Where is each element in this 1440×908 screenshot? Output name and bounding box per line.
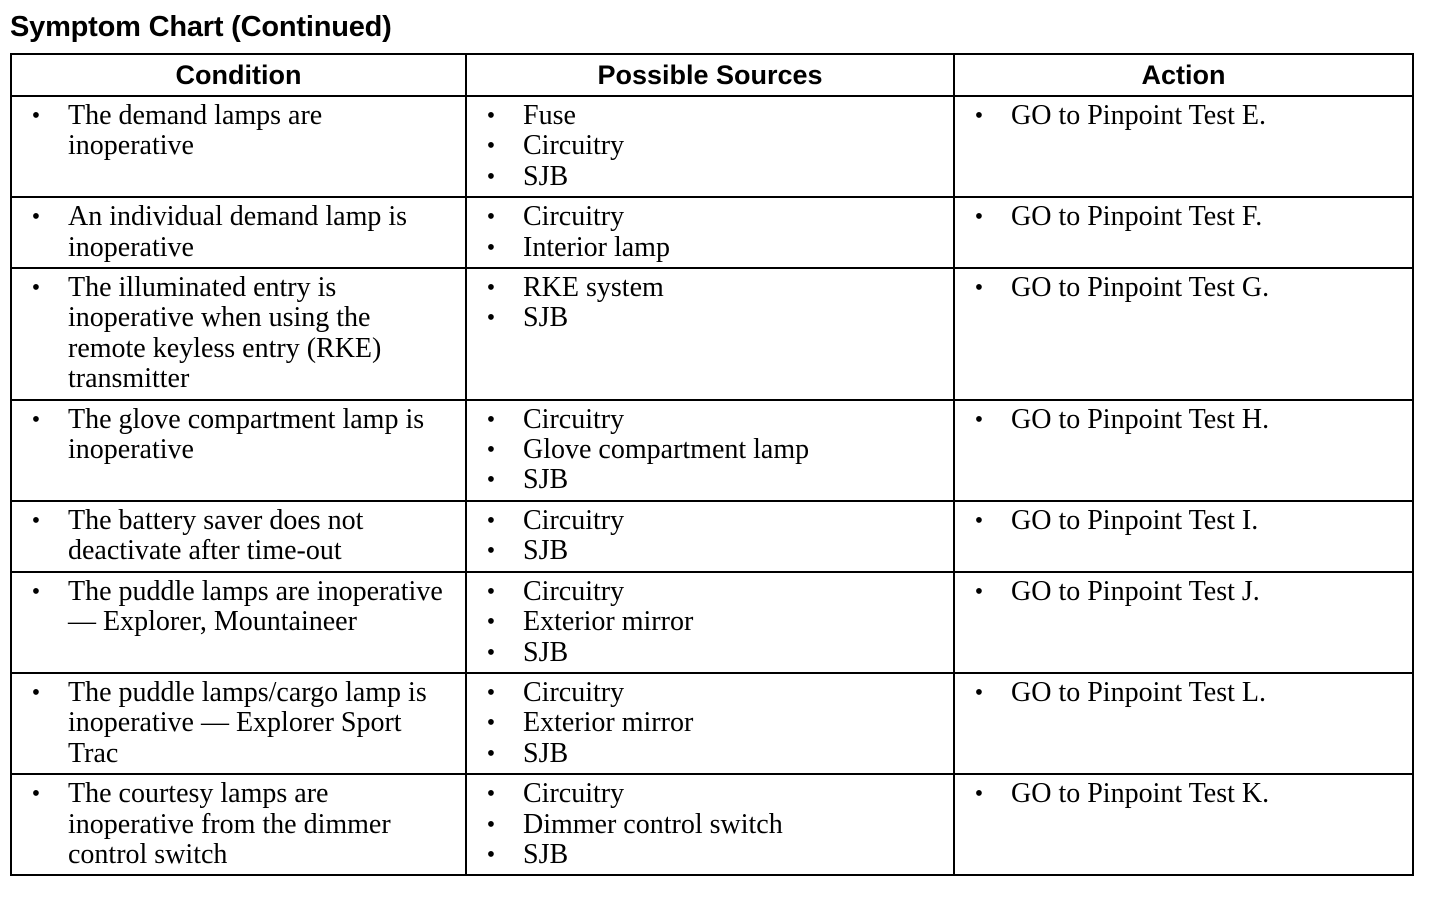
bullet-icon: • <box>974 679 984 706</box>
bullet-icon: • <box>486 275 496 302</box>
source-text: Glove compartment lamp <box>523 434 810 466</box>
source-item <box>467 810 947 840</box>
source-item <box>467 577 947 607</box>
bullet-icon: • <box>31 103 41 129</box>
source-item <box>467 233 947 263</box>
source-text: SJB <box>523 464 569 496</box>
bullet-icon: • <box>31 679 41 706</box>
condition-text: The courtesy lamps are inoperative from the dimmer control switch <box>68 778 391 870</box>
action-cell <box>954 501 1413 572</box>
condition-cell <box>11 501 466 572</box>
bullet-icon: • <box>486 538 496 565</box>
source-item <box>467 678 947 708</box>
action-item <box>955 506 1406 536</box>
bullet-icon: • <box>974 204 984 231</box>
bullet-icon: • <box>486 811 496 838</box>
source-item <box>467 607 947 637</box>
action-cell <box>954 268 1413 400</box>
source-text: Circuitry <box>523 201 625 233</box>
source-text: SJB <box>523 636 569 668</box>
column-header-condition: Condition <box>11 54 466 96</box>
condition-cell <box>11 400 466 501</box>
source-text: SJB <box>523 838 569 870</box>
action-cell <box>954 774 1413 875</box>
source-text: SJB <box>523 160 569 192</box>
condition-item <box>12 577 455 638</box>
bullet-icon: • <box>486 204 496 231</box>
action-cell <box>954 572 1413 673</box>
table-row <box>11 268 1413 400</box>
bullet-icon: • <box>486 507 496 534</box>
bullet-icon: • <box>486 710 496 737</box>
bullet-icon: • <box>31 578 41 605</box>
action-cell <box>954 197 1413 268</box>
sources-cell <box>466 400 954 501</box>
condition-text: The illuminated entry is inoperative when using the remote keyless entry (RKE) transmitter <box>68 272 382 395</box>
source-item <box>467 465 947 495</box>
condition-item <box>12 506 455 567</box>
bullet-icon: • <box>486 679 496 706</box>
bullet-icon: • <box>486 163 496 190</box>
source-text: SJB <box>523 737 569 769</box>
column-header-action: Action <box>954 54 1413 96</box>
action-text: GO to Pinpoint Test H. <box>1011 403 1270 435</box>
source-text: Exterior mirror <box>523 707 694 739</box>
sources-cell <box>466 673 954 774</box>
table-header-row <box>11 54 1413 96</box>
source-item <box>467 708 947 738</box>
source-item <box>467 405 947 435</box>
condition-cell <box>11 673 466 774</box>
source-item <box>467 840 947 870</box>
action-cell <box>954 400 1413 501</box>
action-text: GO to Pinpoint Test K. <box>1011 778 1270 810</box>
source-text: Circuitry <box>523 778 625 810</box>
condition-text: The puddle lamps/cargo lamp is inoperative — Explorer Sport Trac <box>68 676 427 769</box>
source-item <box>467 273 947 303</box>
sources-cell <box>466 572 954 673</box>
source-text: Interior lamp <box>523 231 670 263</box>
column-header-possible-sources: Possible Sources <box>466 54 954 96</box>
sources-cell <box>466 501 954 572</box>
source-text: Circuitry <box>523 575 625 607</box>
action-item <box>955 779 1406 809</box>
bullet-icon: • <box>486 609 496 636</box>
bullet-icon: • <box>974 103 984 129</box>
page-title: Symptom Chart (Continued) <box>10 11 392 43</box>
bullet-icon: • <box>486 740 496 767</box>
bullet-icon: • <box>486 103 496 129</box>
source-item <box>467 435 947 465</box>
source-text: Circuitry <box>523 504 625 536</box>
condition-text: The battery saver does not deactivate after time-out <box>68 504 364 567</box>
action-item <box>955 405 1406 435</box>
bullet-icon: • <box>486 305 496 332</box>
source-item <box>467 638 947 668</box>
action-text: GO to Pinpoint Test G. <box>1011 272 1270 304</box>
bullet-icon: • <box>974 406 984 433</box>
table-row <box>11 501 1413 572</box>
condition-cell <box>11 572 466 673</box>
bullet-icon: • <box>486 639 496 666</box>
condition-item <box>12 202 455 263</box>
source-text: SJB <box>523 535 569 567</box>
source-item <box>467 162 947 192</box>
bullet-icon: • <box>486 578 496 605</box>
condition-text: The demand lamps are inoperative <box>68 100 323 162</box>
sources-cell <box>466 96 954 197</box>
action-item <box>955 202 1406 232</box>
source-text: Fuse <box>523 100 576 131</box>
action-item <box>955 273 1406 303</box>
bullet-icon: • <box>486 467 496 494</box>
table-row <box>11 673 1413 774</box>
source-text: RKE system <box>523 272 664 304</box>
table-row <box>11 400 1413 501</box>
source-item <box>467 101 947 131</box>
source-text: Exterior mirror <box>523 606 694 638</box>
source-item <box>467 779 947 809</box>
action-text: GO to Pinpoint Test I. <box>1011 504 1259 536</box>
action-cell <box>954 673 1413 774</box>
source-item <box>467 536 947 566</box>
action-text: GO to Pinpoint Test L. <box>1011 676 1266 708</box>
source-item <box>467 202 947 232</box>
condition-item <box>12 101 455 162</box>
bullet-icon: • <box>974 275 984 302</box>
action-text: GO to Pinpoint Test J. <box>1011 575 1260 607</box>
bullet-icon: • <box>31 781 41 808</box>
bullet-icon: • <box>974 781 984 808</box>
source-text: SJB <box>523 302 569 334</box>
bullet-icon: • <box>974 578 984 605</box>
action-cell <box>954 96 1413 197</box>
action-item <box>955 577 1406 607</box>
bullet-icon: • <box>486 234 496 261</box>
bullet-icon: • <box>31 275 41 302</box>
condition-item <box>12 678 455 769</box>
source-item <box>467 506 947 536</box>
action-item <box>955 101 1406 131</box>
source-item <box>467 739 947 769</box>
source-item <box>467 303 947 333</box>
bullet-icon: • <box>486 406 496 433</box>
condition-text: The glove compartment lamp is inoperative <box>68 403 425 466</box>
symptom-table <box>10 53 1414 876</box>
table-row <box>11 774 1413 875</box>
condition-cell <box>11 774 466 875</box>
bullet-icon: • <box>486 133 496 160</box>
condition-item <box>12 273 455 395</box>
action-item <box>955 678 1406 708</box>
sources-cell <box>466 774 954 875</box>
sources-cell <box>466 268 954 400</box>
bullet-icon: • <box>486 437 496 464</box>
condition-cell <box>11 96 466 197</box>
table-row <box>11 96 1413 197</box>
bullet-icon: • <box>31 507 41 534</box>
table-row <box>11 572 1413 673</box>
condition-item <box>12 405 455 466</box>
sources-cell <box>466 197 954 268</box>
bullet-icon: • <box>486 781 496 808</box>
bullet-icon: • <box>31 406 41 433</box>
condition-cell <box>11 197 466 268</box>
condition-text: An individual demand lamp is inoperative <box>68 201 408 263</box>
condition-item <box>12 779 455 870</box>
source-item <box>467 131 947 161</box>
bullet-icon: • <box>31 204 41 231</box>
action-text: GO to Pinpoint Test E. <box>1011 100 1266 131</box>
bullet-icon: • <box>486 841 496 868</box>
action-text: GO to Pinpoint Test F. <box>1011 201 1263 233</box>
condition-text: The puddle lamps are inoperative — Explorer, Mountaineer <box>68 575 443 638</box>
source-text: Circuitry <box>523 403 625 435</box>
bullet-icon: • <box>974 507 984 534</box>
table-row <box>11 197 1413 268</box>
source-text: Dimmer control switch <box>523 808 783 840</box>
source-text: Circuitry <box>523 676 625 708</box>
source-text: Circuitry <box>523 130 625 162</box>
condition-cell <box>11 268 466 400</box>
